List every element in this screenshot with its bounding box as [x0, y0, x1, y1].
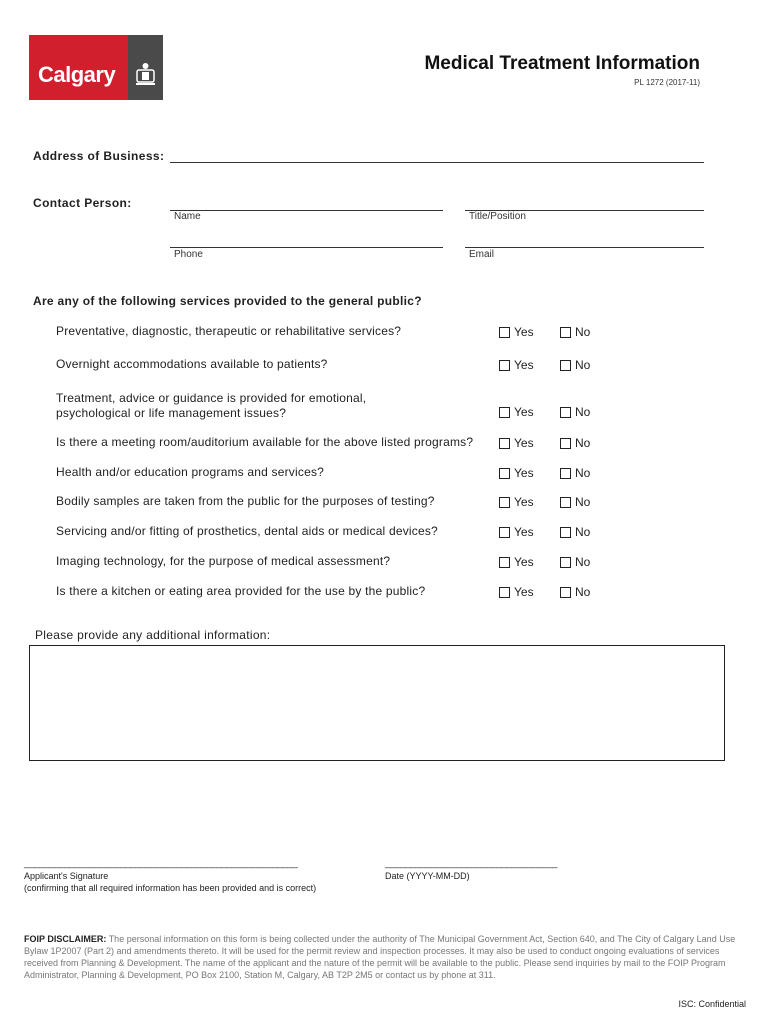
date-label: Date (YYYY-MM-DD)	[385, 871, 470, 881]
checkbox-box[interactable]	[499, 360, 510, 371]
checkbox-box[interactable]	[499, 527, 510, 538]
phone-field[interactable]	[170, 247, 443, 248]
no-label: No	[575, 555, 591, 569]
checkbox-box[interactable]	[560, 327, 571, 338]
yes-label: Yes	[514, 555, 534, 569]
question-text: Health and/or education programs and services?	[56, 465, 325, 479]
question-text: Preventative, diagnostic, therapeutic or rehabilitative services?	[56, 324, 402, 338]
no-label: No	[575, 405, 591, 419]
yes-checkbox[interactable]	[499, 358, 534, 372]
yes-checkbox[interactable]	[499, 585, 534, 599]
logo-text: Calgary	[38, 62, 116, 87]
checkbox-box[interactable]	[560, 438, 571, 449]
email-field[interactable]	[465, 247, 704, 248]
checkbox-box[interactable]	[560, 497, 571, 508]
email-label: Email	[469, 249, 495, 260]
yes-label: Yes	[514, 466, 534, 480]
yes-label: Yes	[514, 325, 534, 339]
checkbox-box[interactable]	[560, 360, 571, 371]
name-field[interactable]	[170, 210, 443, 211]
yes-checkbox[interactable]	[499, 405, 534, 419]
checkbox-box[interactable]	[499, 587, 510, 598]
signature-line[interactable]: ______________________________________________________	[24, 858, 298, 869]
form-code: PL 1272 (2017-11)	[634, 78, 700, 87]
yes-label: Yes	[514, 585, 534, 599]
checkbox-box[interactable]	[499, 557, 510, 568]
question-text: Is there a kitchen or eating area provided for the use by the public?	[56, 584, 426, 598]
title-position-label: Title/Position	[469, 211, 526, 222]
yes-checkbox[interactable]	[499, 555, 534, 569]
checkbox-box[interactable]	[560, 407, 571, 418]
no-checkbox[interactable]	[560, 585, 590, 599]
checkbox-box[interactable]	[560, 468, 571, 479]
checkbox-box[interactable]	[499, 468, 510, 479]
additional-info-textarea[interactable]	[29, 645, 725, 761]
city-crest-icon	[133, 62, 158, 88]
no-checkbox[interactable]	[560, 436, 590, 450]
no-label: No	[575, 495, 591, 509]
section-question: Are any of the following services provided to the general public?	[33, 294, 422, 308]
checkbox-box[interactable]	[499, 438, 510, 449]
question-text: Overnight accommodations available to patients?	[56, 357, 328, 371]
yes-checkbox[interactable]	[499, 525, 534, 539]
question-text: Treatment, advice or guidance is provided for emotional, psychological or life management issues?	[56, 391, 367, 420]
name-label: Name	[174, 211, 201, 222]
page-title: Medical Treatment Information	[424, 53, 700, 74]
no-label: No	[575, 436, 591, 450]
no-checkbox[interactable]	[560, 325, 590, 339]
checkbox-box[interactable]	[560, 587, 571, 598]
no-checkbox[interactable]	[560, 466, 590, 480]
yes-label: Yes	[514, 495, 534, 509]
no-checkbox[interactable]	[560, 495, 590, 509]
question-text: Servicing and/or fitting of prosthetics, dental aids or medical devices?	[56, 524, 438, 538]
yes-checkbox[interactable]	[499, 466, 534, 480]
phone-label: Phone	[174, 249, 203, 260]
no-checkbox[interactable]	[560, 358, 590, 372]
no-label: No	[575, 325, 591, 339]
no-checkbox[interactable]	[560, 405, 590, 419]
signature-note: (confirming that all required information has been provided and is correct)	[24, 883, 317, 893]
foip-heading: FOIP DISCLAIMER:	[24, 934, 107, 944]
foip-text: The personal information on this form is being collected under the authority of The Municipal Government Act, Section 640, and The City of Calgary Land Use Bylaw 1P2007 (Part 2) and amendments thereto. It will be used for the permit review and inspection processes. It may also be used to conduct ongoing evaluations of services received from Planning & Development. The name of the applicant and the nature of the permit will be available to the public. Please send inquiries by mail to the FOIP Program Administrator, Planning & Development, PO Box 2100, Station M, Calgary, AB T2P 2M5 or contact us by phone at 311.	[24, 934, 736, 980]
additional-info-label: Please provide any additional information:	[35, 628, 271, 642]
question-text: Bodily samples are taken from the public for the purposes of testing?	[56, 494, 435, 508]
no-label: No	[575, 466, 591, 480]
no-checkbox[interactable]	[560, 525, 590, 539]
contact-label: Contact Person:	[33, 196, 132, 210]
checkbox-box[interactable]	[560, 527, 571, 538]
signature-label: Applicant's Signature	[24, 871, 109, 881]
address-label: Address of Business:	[33, 149, 165, 163]
checkbox-box[interactable]	[499, 407, 510, 418]
no-label: No	[575, 585, 591, 599]
yes-checkbox[interactable]	[499, 325, 534, 339]
date-line[interactable]: __________________________________	[385, 858, 558, 869]
no-label: No	[575, 525, 591, 539]
yes-label: Yes	[514, 436, 534, 450]
no-checkbox[interactable]	[560, 555, 590, 569]
address-field[interactable]	[170, 162, 704, 163]
yes-label: Yes	[514, 358, 534, 372]
no-label: No	[575, 358, 591, 372]
classification-label: ISC: Confidential	[678, 999, 746, 1009]
yes-checkbox[interactable]	[499, 495, 534, 509]
yes-checkbox[interactable]	[499, 436, 534, 450]
checkbox-box[interactable]	[499, 497, 510, 508]
checkbox-box[interactable]	[560, 557, 571, 568]
foip-disclaimer	[24, 933, 746, 981]
checkbox-box[interactable]	[499, 327, 510, 338]
question-text: Imaging technology, for the purpose of medical assessment?	[56, 554, 391, 568]
yes-label: Yes	[514, 525, 534, 539]
question-text: Is there a meeting room/auditorium available for the above listed programs?	[56, 435, 474, 449]
yes-label: Yes	[514, 405, 534, 419]
